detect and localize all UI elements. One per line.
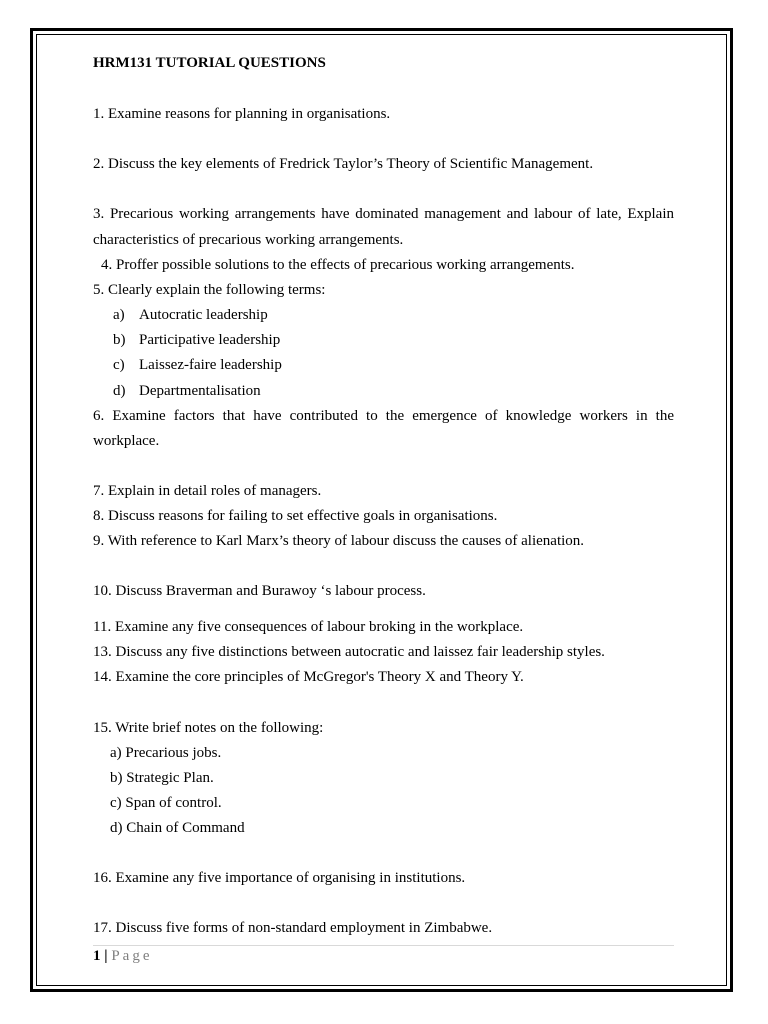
question-8: 8. Discuss reasons for failing to set effective goals in organisations.	[93, 508, 498, 524]
item-text: Laissez-faire leadership	[139, 357, 282, 373]
question-7: 7. Explain in detail roles of managers.	[93, 483, 322, 499]
question-15-item-c: c) Span of control.	[110, 795, 222, 811]
question-15-item-d: d) Chain of Command	[110, 820, 245, 836]
question-5: 5. Clearly explain the following terms:	[93, 282, 326, 298]
question-15-item-a: a) Precarious jobs.	[110, 745, 222, 761]
question-13: 13. Discuss any five distinctions between autocratic and laissez fair leadership styles.	[93, 644, 605, 660]
question-10: 10. Discuss Braverman and Burawoy ‘s labour process.	[93, 583, 426, 599]
item-letter: d)	[113, 383, 126, 399]
item-text: Participative leadership	[139, 332, 281, 348]
page-label: Page	[111, 948, 153, 964]
document-title: HRM131 TUTORIAL QUESTIONS	[93, 55, 326, 71]
question-5-item-c	[113, 355, 282, 375]
item-letter: c)	[113, 357, 125, 373]
question-4: 4. Proffer possible solutions to the effects of precarious working arrangements.	[101, 257, 575, 273]
item-letter: a)	[113, 307, 125, 323]
question-14: 14. Examine the core principles of McGregor's Theory X and Theory Y.	[93, 669, 524, 685]
footer-separator: |	[100, 948, 112, 964]
item-text: Autocratic leadership	[139, 307, 268, 323]
question-11: 11. Examine any five consequences of labour broking in the workplace.	[93, 619, 524, 635]
question-17: 17. Discuss five forms of non-standard employment in Zimbabwe.	[93, 920, 493, 936]
question-3-line-1: 3. Precarious working arrangements have dominated management and labour of late, Explain	[93, 206, 674, 222]
question-6-line-1: 6. Examine factors that have contributed to the emergence of knowledge workers in the	[93, 408, 674, 424]
question-6-line-2: workplace.	[93, 433, 160, 449]
question-16: 16. Examine any five importance of organising in institutions.	[93, 870, 466, 886]
question-5-item-d	[113, 381, 261, 401]
page-number: 1	[93, 948, 101, 964]
item-letter: b)	[113, 332, 126, 348]
question-5-item-b	[113, 330, 280, 350]
question-2: 2. Discuss the key elements of Fredrick Taylor’s Theory of Scientific Management.	[93, 156, 594, 172]
page-footer	[93, 946, 152, 966]
footer-divider	[93, 945, 674, 946]
question-9: 9. With reference to Karl Marx’s theory of labour discuss the causes of alienation.	[93, 533, 585, 549]
question-1: 1. Examine reasons for planning in organisations.	[93, 106, 391, 122]
question-3-line-2: characteristics of precarious working arrangements.	[93, 232, 404, 248]
item-text: Departmentalisation	[139, 383, 261, 399]
question-5-item-a	[113, 305, 268, 325]
question-15: 15. Write brief notes on the following:	[93, 720, 324, 736]
question-15-item-b: b) Strategic Plan.	[110, 770, 214, 786]
